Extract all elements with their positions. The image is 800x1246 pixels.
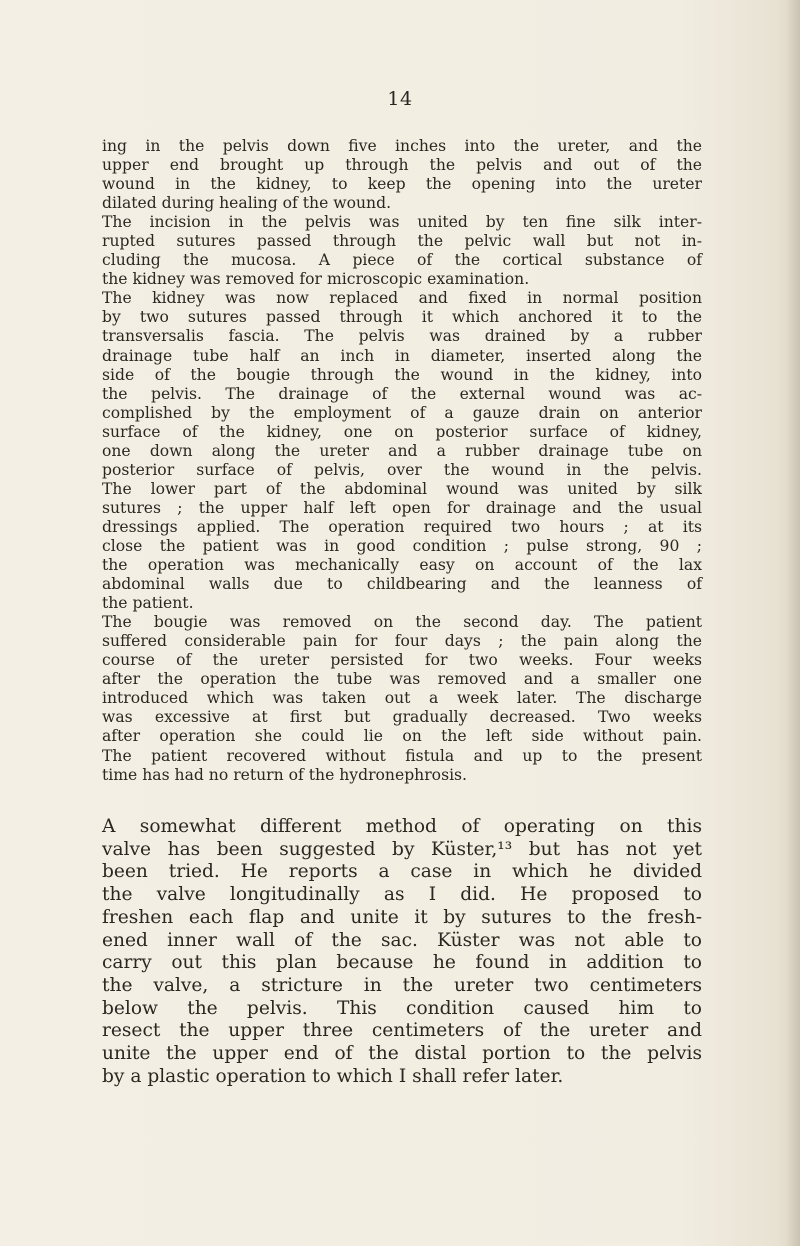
text-line: upper end brought up through the pelvis and out of the [102,156,702,175]
paragraph-kidney-fixation [102,289,702,613]
text-line: The lower part of the abdominal wound was united by silk [102,479,702,498]
text-line: close the patient was in good condition ; pulse strong, 90 ; [102,536,702,555]
text-line: after the operation the tube was removed and a smaller one [102,670,702,689]
text-line: been tried. He reports a case in which he divided [102,861,702,883]
text-line: abdominal walls due to childbearing and the leanness of [102,575,702,594]
text-line: introduced which was taken out a week later. The discharge [102,689,702,708]
text-line: cluding the mucosa. A piece of the cortical substance of [102,251,702,270]
text-line: unite the upper end of the distal portion to the pelvis [102,1043,702,1065]
text-line: drainage tube half an inch in diameter, inserted along the [102,346,702,365]
text-line: dilated during healing of the wound. [102,194,392,213]
text-line: by a plastic operation to which I shall refer later. [102,1065,564,1087]
text-line: The patient recovered without fistula and up to the present [102,746,702,765]
text-line: one down along the ureter and a rubber drainage tube on [102,441,702,460]
text-line: The bougie was removed on the second day. The patient [102,613,702,632]
text-line: the pelvis. The drainage of the external wound was ac- [102,384,702,403]
text-line: the patient. [102,594,194,613]
text-line: wound in the kidney, to keep the opening into the ureter [102,175,702,194]
text-line: after operation she could lie on the left side without pain. [102,727,702,746]
text-line: surface of the kidney, one on posterior surface of kidney, [102,422,702,441]
text-line: the valve, a stricture in the ureter two centimeters [102,974,702,996]
text-line: was excessive at first but gradually decreased. Two weeks [102,708,702,727]
text-line: the operation was mechanically easy on account of the lax [102,556,702,575]
text-line: transversalis fascia. The pelvis was drained by a rubber [102,327,702,346]
text-line: rupted sutures passed through the pelvic wall but not in- [102,232,702,251]
text-line: by two sutures passed through it which anchored it to the [102,308,702,327]
text-line: posterior surface of pelvis, over the wound in the pelvis. [102,460,702,479]
text-line: The kidney was now replaced and fixed in normal position [102,289,702,308]
text-line: the kidney was removed for microscopic examination. [102,270,530,289]
text-line: A somewhat different method of operating on this [102,816,702,837]
page-edge-shadow [786,0,800,1246]
text-line: complished by the employment of a gauze drain on anterior [102,403,702,422]
text-line: resect the upper three centimeters of the ureter and [102,1020,702,1042]
text-line: carry out this plan because he found in addition to [102,952,702,974]
text-line: The incision in the pelvis was united by ten fine silk inter- [102,213,702,232]
discussion-text [102,816,702,1088]
text-line: ened inner wall of the sac. Küster was not able to [102,929,702,951]
paragraph-recovery [102,613,702,784]
text-line: below the pelvis. This condition caused him to [102,997,702,1019]
text-line: time has had no return of the hydronephrosis. [102,765,468,784]
text-line: side of the bougie through the wound in the kidney, into [102,365,702,384]
text-line: valve has been suggested by Küster,¹³ but has not yet [102,838,702,860]
text-line: ing in the pelvis down five inches into the ureter, and the [102,137,702,155]
text-line: suffered considerable pain for four days ; the pain along the [102,632,702,651]
text-line: dressings applied. The operation required two hours ; at its [102,517,702,536]
paragraph-incision [102,213,702,289]
paragraph-kuster-method [102,816,702,1088]
page-number: 14 [387,88,413,110]
text-line: course of the ureter persisted for two weeks. Four weeks [102,651,702,670]
text-line: freshen each flap and unite it by sutures to the fresh- [102,906,702,928]
text-line: the valve longitudinally as I did. He proposed to [102,884,702,906]
paragraph-drainage-tube [102,137,702,213]
case-report-text [102,137,702,785]
text-line: sutures ; the upper half left open for drainage and the usual [102,498,702,517]
